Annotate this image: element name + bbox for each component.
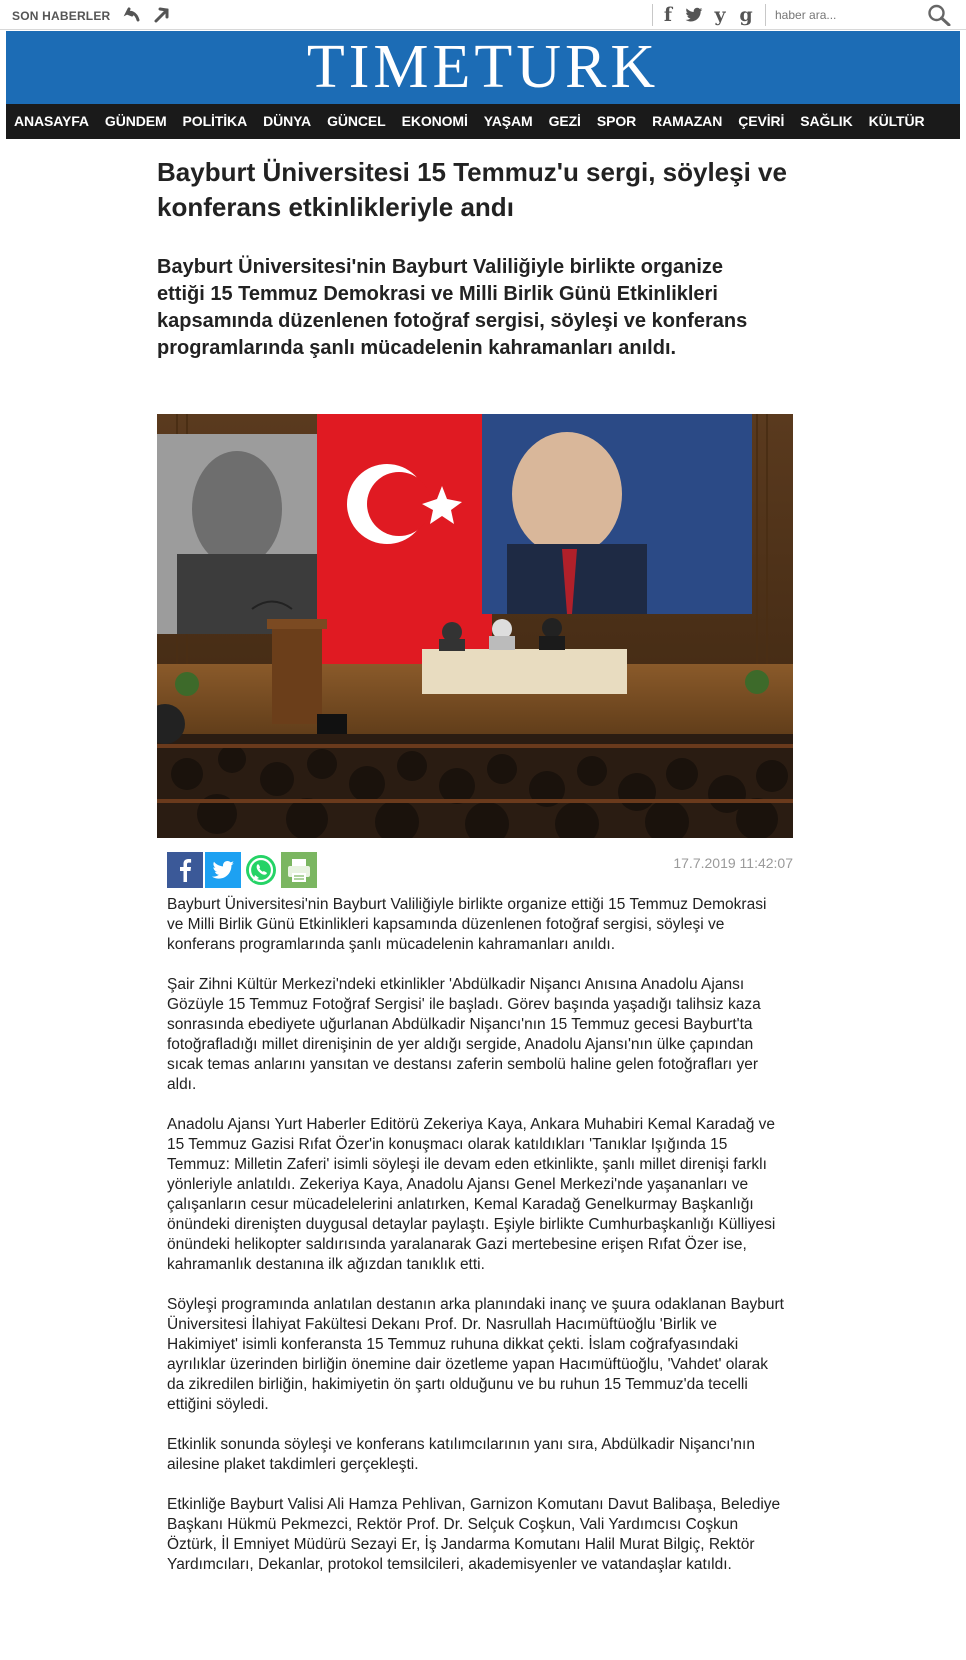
twitter-icon[interactable] xyxy=(681,4,707,26)
conference-hall-photo xyxy=(157,414,793,838)
nav-item-anasayfa[interactable]: ANASAYFA xyxy=(14,113,89,129)
article-paragraph: Etkinlik sonunda söyleşi ve konferans katılımcılarının yanı sıra, Abdülkadir Nişancı'nın ailesine plaket takdimleri gerçekleşti. xyxy=(167,1436,755,1473)
print-icon xyxy=(281,852,317,888)
social-links xyxy=(652,4,766,26)
whatsapp-icon xyxy=(243,852,279,888)
article-paragraph: Bayburt Üniversitesi'nin Bayburt Valiliğiyle birlikte organize ettiği 15 Temmuz Demokrasi ve Milli Birlik Günü Etkinlikleri kapsamında düzenlenen fotoğraf sergisi, söyleşi ve konferans programlarında şanlı mücadelenin kahramanları anıldı. xyxy=(167,896,767,953)
article-photo xyxy=(157,414,793,838)
nav-item-saglik[interactable]: SAĞLIK xyxy=(800,113,853,129)
nav-item-dunya[interactable]: DÜNYA xyxy=(263,113,312,129)
facebook-icon[interactable]: f xyxy=(663,4,673,26)
search-button[interactable] xyxy=(925,3,953,27)
nav-item-spor[interactable]: SPOR xyxy=(596,113,637,129)
nav-item-guncel[interactable]: GÜNCEL xyxy=(327,113,386,129)
nav-item-ceviri[interactable]: ÇEVİRİ xyxy=(738,113,785,129)
nav-item-ekonomi[interactable]: EKONOMİ xyxy=(401,113,468,129)
article-paragraph: Söyleşi programında anlatılan destanın arka planındaki inanç ve şuura odaklanan Bayburt Üniversitesi İlahiyat Fakültesi Dekanı Prof. Dr. Nasrullah Hacımüftüoğlu 'Birlik ve Hakimiyet' isimli konferansta 15 Temmuz ruhuna dikkat çekti. İslam coğrafyasındaki ayrılıklar üzerinden birliğin önemine dair özetleme yapan Hacımüftüoğlu, 'Vahdet' olarak da zikredilen birliğin, hakimiyetin ön şartı olduğunu ve bu ruhun 15 Temmuz'da tecelli ettiğini söyledi. xyxy=(167,1296,784,1413)
article-date: 17.7.2019 11:42:07 xyxy=(673,855,793,871)
nav-item-politika[interactable]: POLİTİKA xyxy=(182,113,248,129)
arrow-back-icon xyxy=(122,5,142,25)
top-bar xyxy=(0,0,966,30)
twitter-icon xyxy=(205,852,241,888)
share-twitter-button[interactable] xyxy=(205,852,241,888)
article-lead: Bayburt Üniversitesi'nin Bayburt Valiliğiyle birlikte organize ettiği 15 Temmuz Demokrasi ve Milli Birlik Günü Etkinlikleri kapsamında düzenlenen fotoğraf sergisi, söyleşi ve konferans programlarında şanlı mücadelenin kahramanları anıldı. xyxy=(157,256,748,359)
main-nav xyxy=(6,104,960,139)
search-input[interactable] xyxy=(775,4,915,26)
son-haberler-label[interactable]: SON HABERLER xyxy=(12,9,111,23)
arrow-forward-icon xyxy=(152,5,172,25)
next-news-button[interactable] xyxy=(150,3,174,27)
article-paragraph: Anadolu Ajansı Yurt Haberler Editörü Zekeriya Kaya, Ankara Muhabiri Kemal Karadağ ve 15 Temmuz Gazisi Rıfat Özer'in konuşmacı olarak katıldıkları 'Tanıklar Işığında 15 Temmuz: Milletin Zaferi' isimli söyleşi ile devam eden etkinlikte, şanlı millet direnişi farklı yönleriyle anlatıldı. Zekeriya Kaya, Anadolu Ajansı Genel Merkezi'nde yaşananları ve çalışanların cesur mücadelelerini anlatırken, Kemal Karadağ Genelkurmay Başkanlığı önündeki direnişten duygusal detaylar paylaştı. Eşiyle birlikte Cumhurbaşkanlığı Külliyesi önündeki helikopter saldırısında yaralanarak Gazi mertebesine erişen Rıfat Özer ise, kahramanlık destanına ilk ağızdan tanıklık etti. xyxy=(167,1116,776,1273)
nav-item-gezi[interactable]: GEZİ xyxy=(548,113,581,129)
share-whatsapp-button[interactable] xyxy=(243,852,279,888)
search-icon xyxy=(927,4,951,26)
nav-item-gundem[interactable]: GÜNDEM xyxy=(104,113,167,129)
article-paragraph: Şair Zihni Kültür Merkezi'ndeki etkinlikler 'Abdülkadir Nişancı Anısına Anadolu Ajansı Gözüyle 15 Temmuz Fotoğraf Sergisi' ile başladı. Görev başında yaşadığı talihsiz kaza sonrasında ebediyete uğurlanan Abdülkadir Nişancı'nın 15 Temmuz gecesi Bayburt'ta fotoğrafladığı millet direnişinin de yer aldığı sergide, Anadolu Ajansı'nın ülke çapından sıcak temas anlarını yansıtan ve destansı zaferin sembolü haline gelen fotoğrafları yer aldı. xyxy=(167,976,761,1093)
brand-banner xyxy=(6,31,960,104)
nav-item-yasam[interactable]: YAŞAM xyxy=(483,113,533,129)
print-button[interactable] xyxy=(281,852,317,888)
share-facebook-button[interactable] xyxy=(167,852,203,888)
divider xyxy=(765,4,766,26)
share-buttons xyxy=(167,852,317,888)
google-icon[interactable]: g xyxy=(739,4,753,26)
nav-item-kultur[interactable]: KÜLTÜR xyxy=(868,113,925,129)
prev-news-button[interactable] xyxy=(120,3,144,27)
article-body xyxy=(167,895,787,1595)
article-paragraph: Etkinliğe Bayburt Valisi Ali Hamza Pehlivan, Garnizon Komutanı Davut Balibaşa, Belediye Başkanı Hükmü Pekmezci, Rektör Prof. Dr. Selçuk Coşkun, Vali Yardımcısı Coşkun Öztürk, İl Emniyet Müdürü Sezayi Er, İş Jandarma Komutanı Halil Murat Bilgiç, Rektör Yardımcıları, Dekanlar, protokol temsilcileri, akademisyenler ve vatandaşlar katıldı. xyxy=(167,1496,781,1573)
article-title: Bayburt Üniversitesi 15 Temmuz'u sergi, söyleşi ve konferans etkinlikleriyle andı xyxy=(157,157,787,222)
youtube-icon[interactable]: y xyxy=(714,4,726,26)
site-logo[interactable]: TIMETURK xyxy=(306,33,660,101)
nav-item-ramazan[interactable]: RAMAZAN xyxy=(652,113,723,129)
facebook-icon xyxy=(167,852,203,888)
